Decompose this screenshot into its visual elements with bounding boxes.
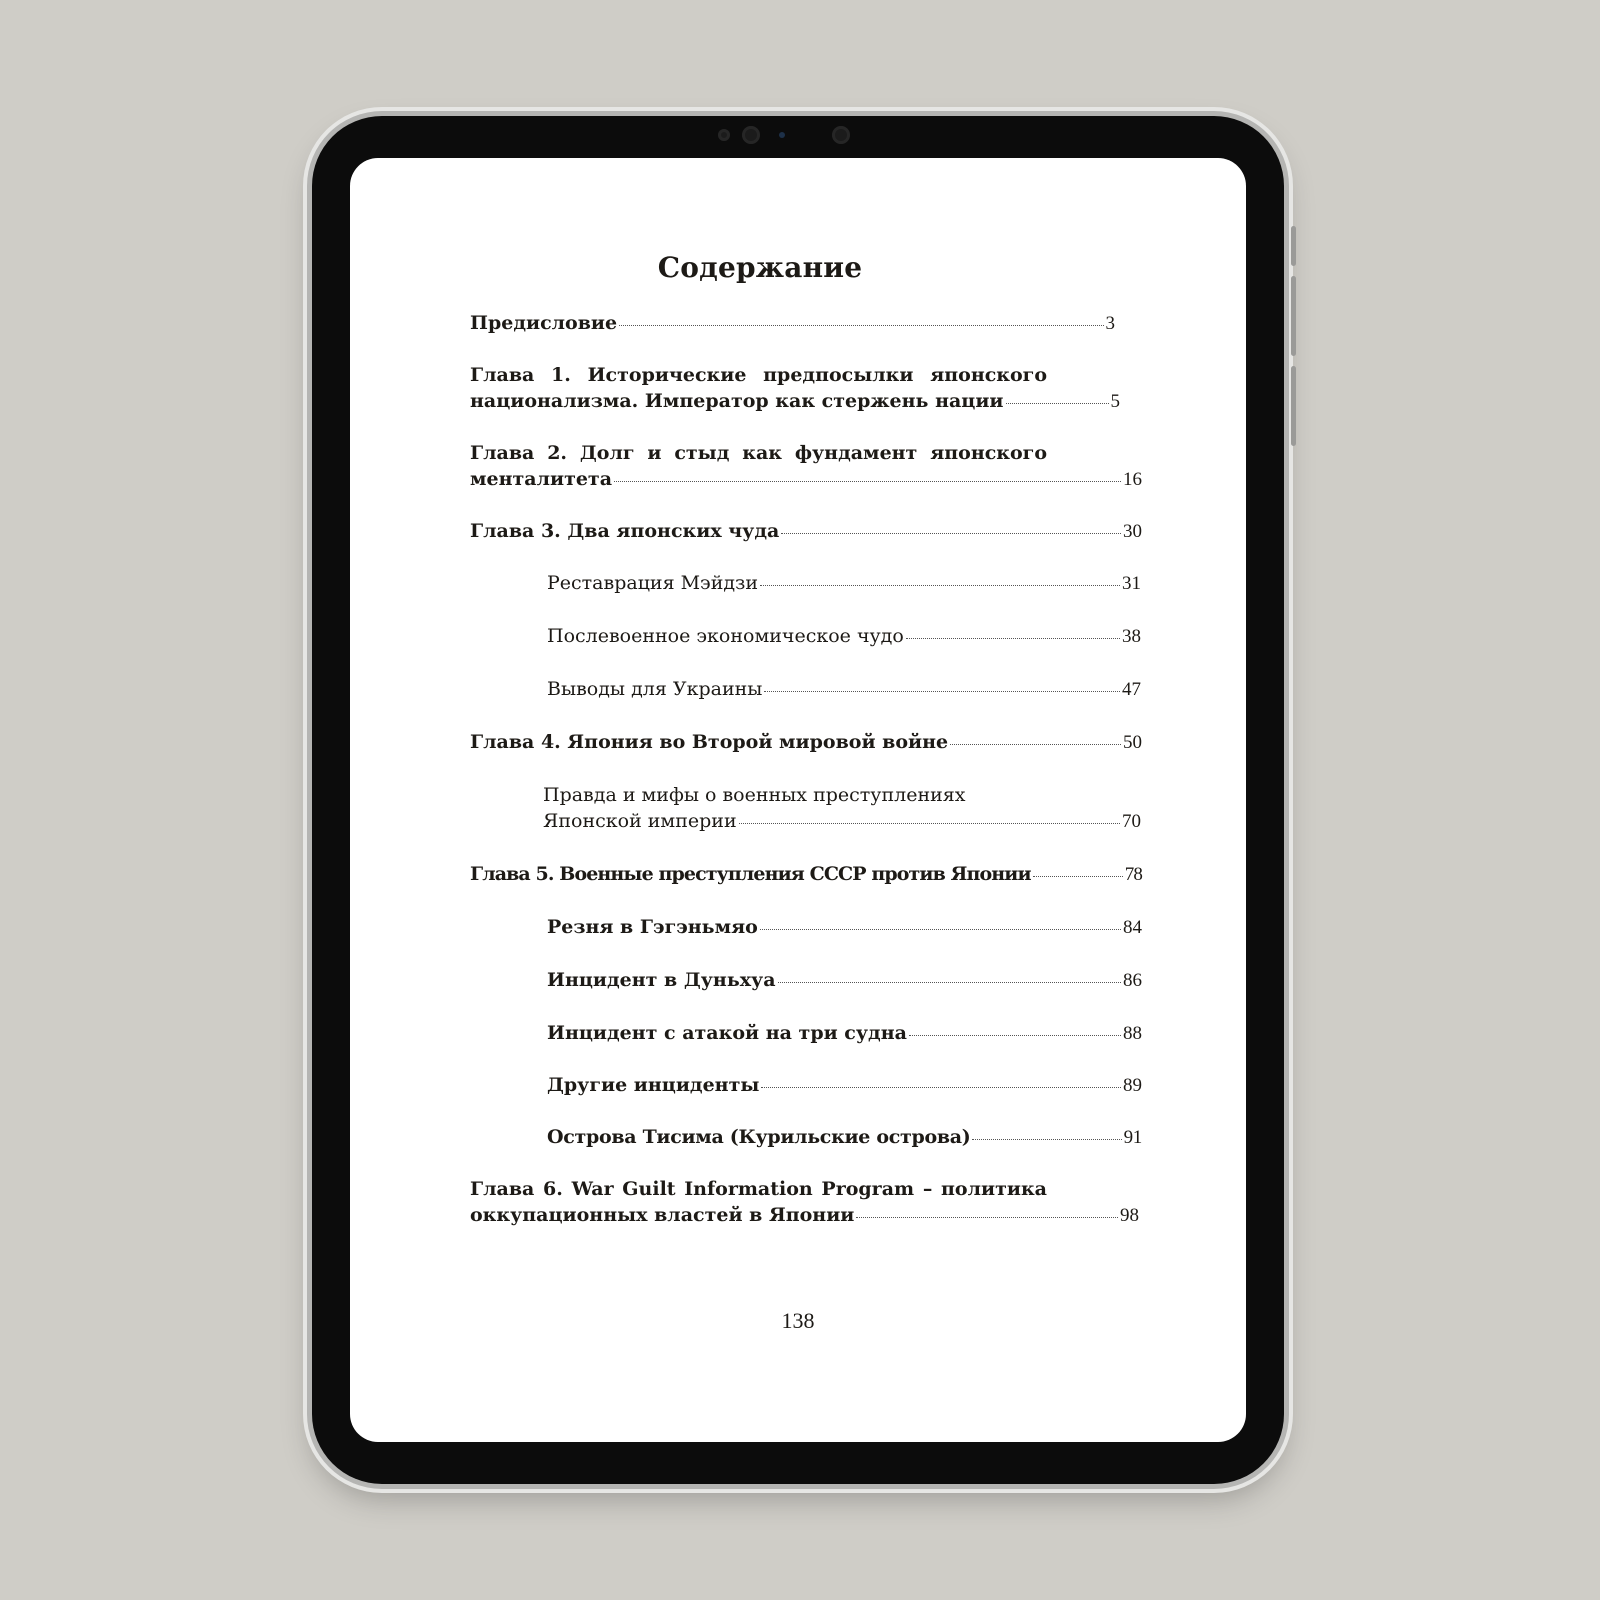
toc-page-number: 88 xyxy=(1123,1023,1142,1044)
dot-leader xyxy=(950,744,1121,745)
toc-entry-war-crimes-myths[interactable] xyxy=(543,782,1141,835)
dot-leader xyxy=(614,481,1121,482)
toc-entry-chapter-5[interactable] xyxy=(470,861,1142,888)
toc-page-number: 31 xyxy=(1122,573,1141,594)
dot-leader xyxy=(906,638,1120,639)
toc-entry-label: Другие инциденты xyxy=(547,1074,760,1096)
toc-page-number: 30 xyxy=(1123,521,1142,542)
toc-page-number: 5 xyxy=(1110,391,1120,412)
toc-entry-chapter-6[interactable] xyxy=(470,1176,1139,1229)
toc-entry-chapter-3[interactable] xyxy=(470,518,1142,545)
toc-entry-kuril-islands[interactable] xyxy=(547,1124,1142,1151)
toc-entry-label: Реставрация Мэйдзи xyxy=(547,572,759,594)
toc-entry-label: Предисловие xyxy=(470,312,618,334)
toc-entry-chapter-2[interactable] xyxy=(470,440,1142,493)
dot-leader xyxy=(856,1217,1118,1218)
indicator-dot-icon xyxy=(779,132,785,138)
toc-entry-chapter-1[interactable] xyxy=(470,362,1120,415)
dot-leader xyxy=(619,325,1103,326)
toc-page-number: 84 xyxy=(1123,917,1142,938)
dot-leader xyxy=(1033,876,1123,877)
dot-leader xyxy=(761,1087,1121,1088)
dot-leader xyxy=(972,1139,1121,1140)
toc-page-number: 78 xyxy=(1124,864,1142,885)
toc-entry-label: Резня в Гэгэньмяо xyxy=(547,916,758,938)
volume-down-button xyxy=(1291,366,1296,446)
toc-page-number: 86 xyxy=(1123,970,1142,991)
toc-entry-label: менталитета xyxy=(470,468,613,490)
volume-up-button xyxy=(1291,276,1296,356)
toc-entry-economic-miracle[interactable] xyxy=(547,623,1141,650)
page-number: 138 xyxy=(781,1308,815,1333)
toc-entry-label: Выводы для Украины xyxy=(547,678,763,700)
dot-leader xyxy=(760,929,1121,930)
toc-entry-label: оккупационных властей в Японии xyxy=(470,1204,855,1226)
toc-entry-chapter-4[interactable] xyxy=(470,729,1142,756)
camera-icon xyxy=(742,126,760,144)
toc-page-number: 3 xyxy=(1105,313,1115,334)
toc-entry-conclusions[interactable] xyxy=(547,676,1141,703)
toc-page-number: 98 xyxy=(1120,1205,1139,1226)
toc-entry-three-ships[interactable] xyxy=(547,1020,1142,1047)
toc-entry-label: Инцидент с атакой на три судна xyxy=(547,1022,907,1044)
ebook-screen xyxy=(350,158,1246,1442)
toc-entry-dunhua[interactable] xyxy=(547,967,1142,994)
sensor-icon xyxy=(718,129,730,141)
dot-leader xyxy=(781,533,1121,534)
toc-entry-label: Японской империи xyxy=(543,810,737,832)
toc-entry-label: Глава 6. War Guilt Information Program – политика xyxy=(470,1178,1047,1200)
toc-entry-label: Послевоенное экономическое чудо xyxy=(547,625,904,647)
toc-page-number: 38 xyxy=(1122,626,1141,647)
toc-entry-label: Глава 4. Япония во Второй мировой войне xyxy=(470,731,949,753)
dot-leader xyxy=(778,982,1121,983)
toc-page-number: 91 xyxy=(1123,1127,1142,1148)
volume-button xyxy=(1291,226,1296,266)
dot-leader xyxy=(760,585,1120,586)
tablet-device xyxy=(312,116,1284,1484)
toc-entry-label: Глава 2. Долг и стыд как фундамент японского xyxy=(470,442,1047,464)
toc-entry-label: Правда и мифы о военных преступлениях xyxy=(543,784,966,806)
dot-leader xyxy=(739,823,1120,824)
toc-entry-other-incidents[interactable] xyxy=(547,1072,1142,1099)
toc-entry-preface[interactable] xyxy=(470,310,1115,337)
camera-icon xyxy=(832,126,850,144)
toc-entry-gegenmiao[interactable] xyxy=(547,914,1142,941)
toc-entry-label: национализма. Император как стержень нации xyxy=(470,390,1004,412)
dot-leader xyxy=(1006,403,1109,404)
toc-page-number: 50 xyxy=(1123,732,1142,753)
toc-entry-meiji[interactable] xyxy=(547,570,1141,597)
toc-page-number: 47 xyxy=(1122,679,1141,700)
toc-entry-label: Острова Тисима (Курильские острова) xyxy=(547,1126,971,1148)
toc-title: Содержание xyxy=(657,251,863,284)
toc-page-number: 70 xyxy=(1122,811,1141,832)
toc-entry-label: Глава 1. Исторические предпосылки японского xyxy=(470,364,1047,386)
toc-entry-label: Инцидент в Дуньхуа xyxy=(547,969,776,991)
toc-entry-label: Глава 3. Два японских чуда xyxy=(470,520,780,542)
toc-page-number: 16 xyxy=(1123,469,1142,490)
dot-leader xyxy=(764,691,1120,692)
toc-entry-label: Глава 5. Военные преступления СССР против Японии xyxy=(470,863,1031,885)
toc-page-number: 89 xyxy=(1123,1075,1142,1096)
dot-leader xyxy=(909,1035,1121,1036)
